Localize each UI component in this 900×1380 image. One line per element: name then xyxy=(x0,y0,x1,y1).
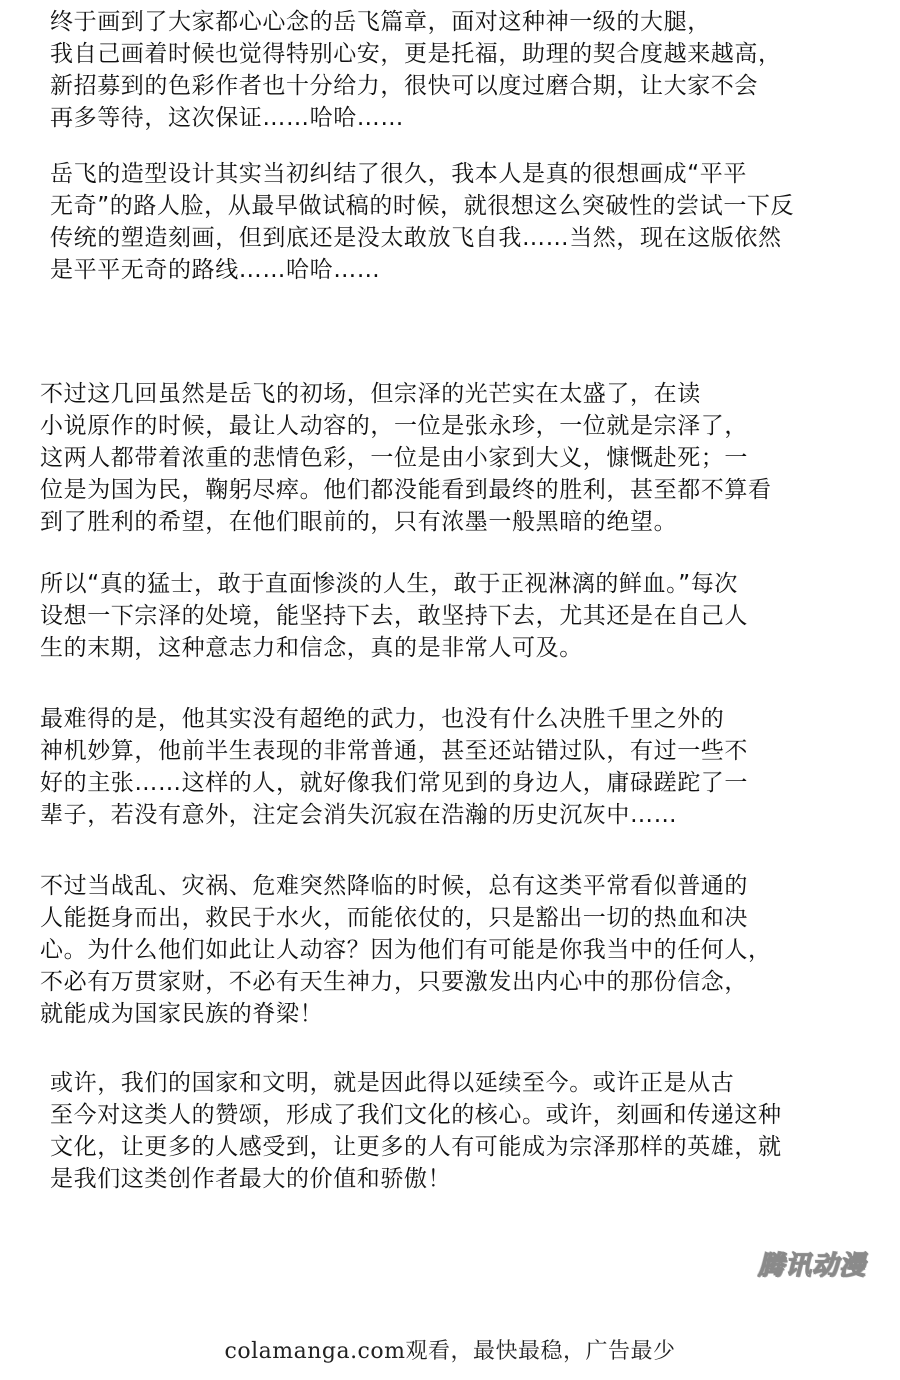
text-line: 好的主张……这样的人，就好像我们常见到的身边人，庸碌蹉跎了一 xyxy=(40,770,748,796)
text-line: 小说原作的时候，最让人动容的，一位是张永珍，一位就是宗泽了， xyxy=(40,413,748,439)
text-line: 不必有万贯家财，不必有天生神力，只要激发出内心中的那份信念， xyxy=(40,969,748,995)
text-line: 所以“真的猛士，敢于直面惨淡的人生，敢于正视淋漓的鲜血。”每次 xyxy=(40,571,738,597)
paragraph-7 xyxy=(50,1067,782,1195)
text-line: 无奇”的路人脸，从最早做试稿的时候，就很想这么突破性的尝试一下反 xyxy=(50,193,795,219)
text-line: 神机妙算，他前半生表现的非常普通，甚至还站错过队，有过一些不 xyxy=(40,738,748,764)
paragraph-1 xyxy=(50,6,782,134)
text-line: 位是为国为民，鞠躬尽瘁。他们都没能看到最终的胜利，甚至都不算看 xyxy=(40,477,772,503)
paragraph-6 xyxy=(40,870,772,1030)
text-line: 生的末期，这种意志力和信念，真的是非常人可及。 xyxy=(40,635,583,661)
text-line: 到了胜利的希望，在他们眼前的，只有浓墨一般黑暗的绝望。 xyxy=(40,509,678,535)
text-line: 是我们这类创作者最大的价值和骄傲！ xyxy=(50,1166,452,1192)
text-line: 文化，让更多的人感受到，让更多的人有可能成为宗泽那样的英雄，就 xyxy=(50,1134,782,1160)
text-line: 这两人都带着浓重的悲情色彩，一位是由小家到大义，慷慨赴死；一 xyxy=(40,445,748,471)
text-line: 人能挺身而出，救民于水火，而能依仗的，只是豁出一切的热血和决 xyxy=(40,905,748,931)
text-line: 就能成为国家民族的脊梁！ xyxy=(40,1001,324,1027)
text-line: 是平平无奇的路线……哈哈…… xyxy=(50,257,381,283)
text-line: 最难得的是，他其实没有超绝的武力，也没有什么决胜千里之外的 xyxy=(40,706,725,732)
text-line: 终于画到了大家都心心念的岳飞篇章，面对这种神一级的大腿， xyxy=(50,9,711,35)
paragraph-4 xyxy=(40,568,748,664)
text-line: 不过这几回虽然是岳飞的初场，但宗泽的光芒实在太盛了，在读 xyxy=(40,381,701,407)
text-line: 至今对这类人的赞颂，形成了我们文化的核心。或许，刻画和传递这种 xyxy=(50,1102,782,1128)
text-line: 不过当战乱、灾祸、危难突然降临的时候，总有这类平常看似普通的 xyxy=(40,873,748,899)
text-line: 我自己画着时候也觉得特别心安，更是托福，助理的契合度越来越高， xyxy=(50,41,782,67)
text-line: 心。为什么他们如此让人动容？因为他们有可能是你我当中的任何人， xyxy=(40,937,772,963)
text-line: 设想一下宗泽的处境，能坚持下去，敢坚持下去，尤其还是在自己人 xyxy=(40,603,748,629)
footer-site-notice: colamanga.com观看，最快最稳，广告最少 xyxy=(224,1339,676,1364)
text-line: 岳飞的造型设计其实当初纠结了很久，我本人是真的很想画成“平平 xyxy=(50,161,747,187)
paragraph-5 xyxy=(40,703,748,831)
tencent-comics-watermark-logo: 腾讯动漫 xyxy=(757,1250,866,1281)
text-line: 新招募到的色彩作者也十分给力，很快可以度过磨合期，让大家不会 xyxy=(50,73,758,99)
text-line: 或许，我们的国家和文明，就是因此得以延续至今。或许正是从古 xyxy=(50,1070,735,1096)
text-line: 再多等待，这次保证……哈哈…… xyxy=(50,105,404,131)
text-line: 传统的塑造刻画，但到底还是没太敢放飞自我……当然，现在这版依然 xyxy=(50,225,782,251)
paragraph-2 xyxy=(50,158,794,286)
paragraph-3 xyxy=(40,378,772,538)
text-line: 辈子，若没有意外，注定会消失沉寂在浩瀚的历史沉灰中…… xyxy=(40,802,678,828)
